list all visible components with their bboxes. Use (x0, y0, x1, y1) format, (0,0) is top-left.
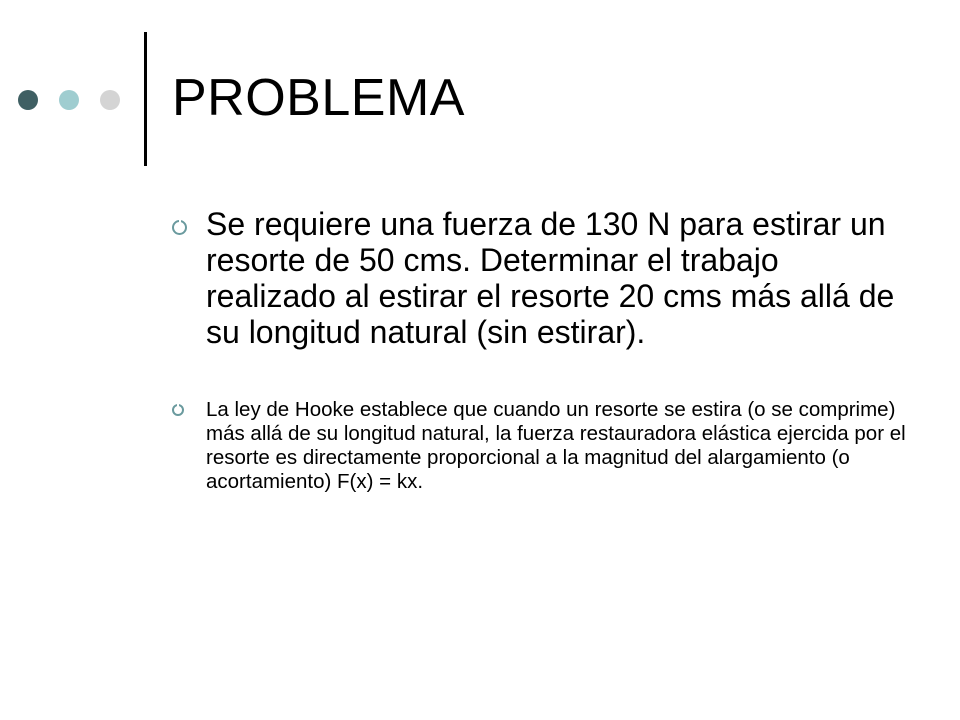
circle-bullet-icon (172, 404, 184, 416)
title-divider (144, 32, 147, 166)
bullet-problem-statement (172, 206, 912, 350)
decorative-dots (0, 0, 140, 200)
circle-bullet-icon (172, 220, 187, 235)
light-teal-dot (59, 90, 79, 110)
bullet-list (172, 206, 912, 494)
bullet-text: Se requiere una fuerza de 130 N para estirar un resorte de 50 cms. Determinar el trabajo realizado al estirar el resorte 20 cms más allá de su longitud natural (sin estirar). (206, 206, 895, 350)
gray-dot (100, 90, 120, 110)
slide-title: PROBLEMA (172, 69, 465, 127)
bullet-hooke-law (172, 398, 912, 494)
bullet-text: La ley de Hooke establece que cuando un resorte se estira (o se comprime) más allá de su longitud natural, la fuerza restauradora elástica ejercida por el resorte es directamente proporcional a la magnitud del alargamiento (o acortamiento) F(x) = kx. (206, 398, 906, 493)
dark-teal-dot (18, 90, 38, 110)
